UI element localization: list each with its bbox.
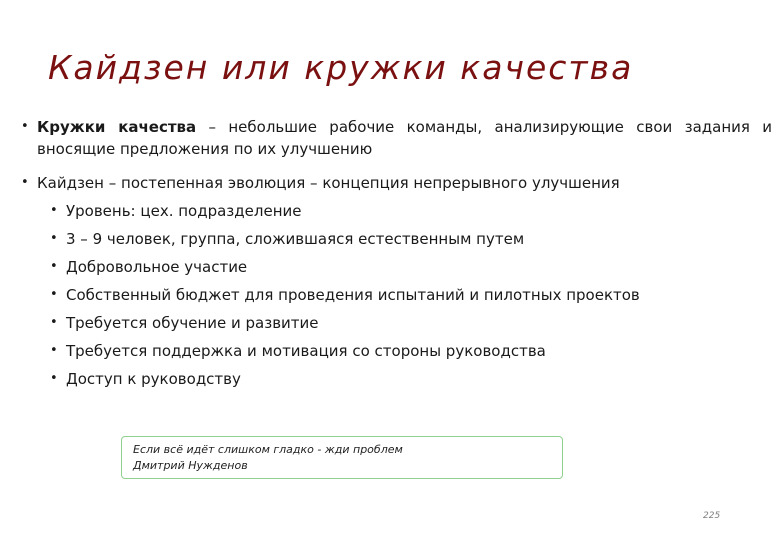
bullet-marker: • (50, 343, 58, 358)
sub-bullet-text: Требуется поддержка и мотивация со стороны руководства (66, 342, 546, 360)
bullet-text-kaizen: Кайдзен – постепенная эволюция – концепция непрерывного улучшения (37, 174, 620, 192)
bullet-marker: • (50, 231, 58, 246)
sub-bullet-text: Доступ к руководству (66, 370, 241, 388)
bullet-marker: • (50, 287, 58, 302)
quote-box (121, 436, 563, 479)
sub-bullet-training (50, 312, 319, 334)
sub-bullet-text: Собственный бюджет для проведения испытаний и пилотных проектов (66, 286, 640, 304)
sub-bullet-text: 3 – 9 человек, группа, сложившаяся естественным путем (66, 230, 525, 248)
sub-bullet-access (50, 368, 241, 390)
bullet-marker: • (50, 259, 58, 274)
sub-bullet-support (50, 340, 546, 362)
bullet-marker: • (50, 315, 58, 330)
sub-bullet-voluntary (50, 256, 248, 278)
bullet-term-quality-circles: Кружки качества (37, 118, 197, 136)
sub-bullet-text: Уровень: цех. подразделение (66, 202, 302, 220)
page-number: 225 (703, 511, 721, 521)
bullet-marker: • (50, 371, 58, 386)
sub-bullet-level (50, 200, 302, 222)
quote-text: Если всё идёт слишком гладко - жди проблем (133, 443, 403, 456)
sub-bullet-text: Добровольное участие (66, 258, 248, 276)
bullet-quality-circles (21, 116, 772, 160)
slide-title: Кайдзен или кружки качества (48, 48, 634, 87)
sub-bullet-budget (50, 284, 640, 306)
sub-bullet-group-size (50, 228, 525, 250)
sub-bullet-text: Требуется обучение и развитие (66, 314, 319, 332)
quote-author: Дмитрий Нужденов (133, 459, 248, 472)
bullet-kaizen (21, 172, 620, 194)
bullet-marker: • (50, 203, 58, 218)
bullet-marker: • (21, 175, 29, 190)
bullet-marker: • (21, 119, 29, 134)
bullet-text-quality-circles: – небольшие рабочие команды, анализирующие свои задания и вносящие предложения по их улучшению (37, 118, 772, 158)
